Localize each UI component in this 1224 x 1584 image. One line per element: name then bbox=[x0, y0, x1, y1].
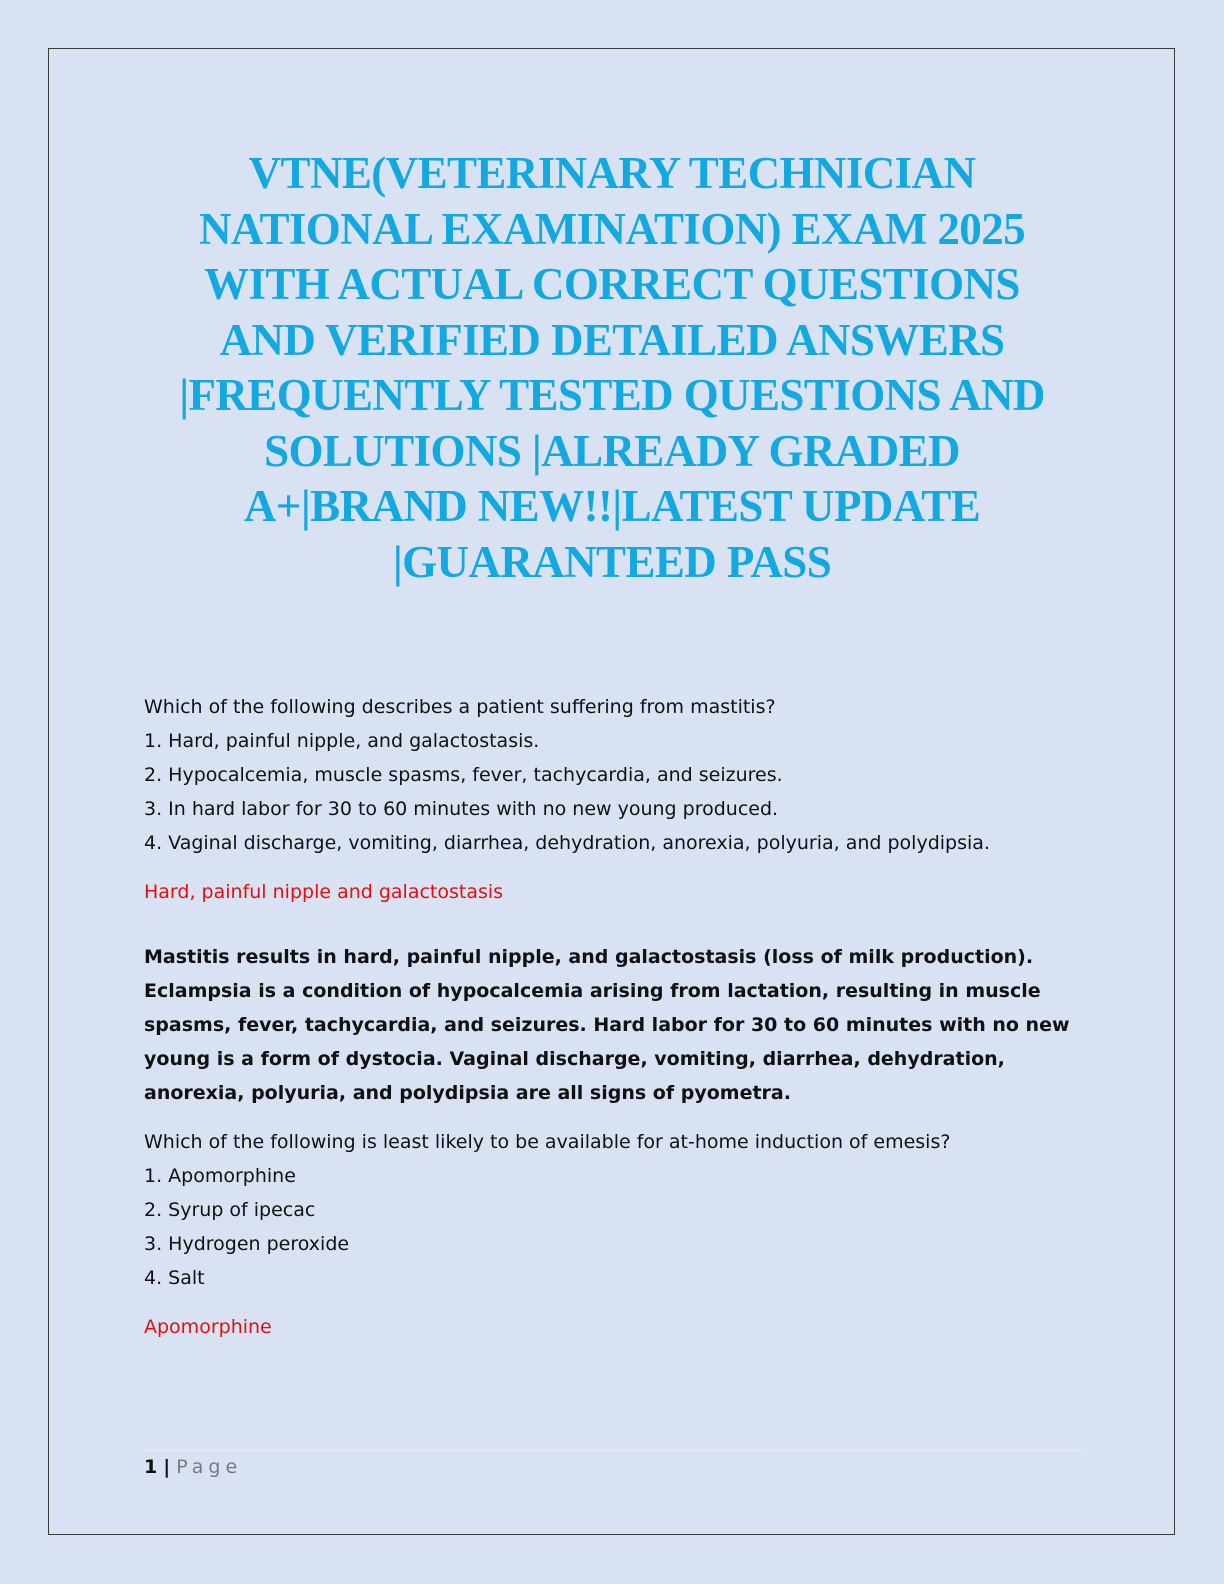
title-line: |GUARANTEED PASS bbox=[392, 536, 832, 587]
page-label: Page bbox=[176, 1456, 243, 1478]
title-line: VTNE(VETERINARY TECHNICIAN bbox=[248, 148, 976, 198]
title-line: SOLUTIONS |ALREADY GRADED bbox=[264, 425, 960, 476]
footer-separator: | bbox=[163, 1456, 171, 1478]
document-title bbox=[140, 146, 1084, 590]
question-2 bbox=[144, 1125, 1084, 1344]
title-line: WITH ACTUAL CORRECT QUESTIONS bbox=[204, 259, 1020, 309]
question-option: 4. Vaginal discharge, vomiting, diarrhea, dehydration, anorexia, polyuria, and polydipsia. bbox=[144, 832, 990, 854]
question-option: 2. Syrup of ipecac bbox=[144, 1199, 316, 1221]
document-body bbox=[144, 690, 1084, 1344]
title-line: A+|BRAND NEW!!|LATEST UPDATE bbox=[243, 481, 981, 531]
page-number: 1 bbox=[144, 1456, 158, 1478]
question-1 bbox=[144, 690, 1084, 1110]
question-option: 3. Hydrogen peroxide bbox=[144, 1233, 350, 1255]
correct-answer: Apomorphine bbox=[144, 1316, 272, 1338]
question-prompt: Which of the following describes a patient suffering from mastitis? bbox=[144, 696, 776, 718]
correct-answer: Hard, painful nipple and galactostasis bbox=[144, 881, 504, 903]
title-line: |FREQUENTLY TESTED QUESTIONS AND bbox=[179, 370, 1045, 420]
title-line: NATIONAL EXAMINATION) EXAM 2025 bbox=[198, 203, 1025, 254]
title-line: AND VERIFIED DETAILED ANSWERS bbox=[219, 314, 1005, 365]
question-option: 1. Hard, painful nipple, and galactostasis. bbox=[144, 730, 540, 752]
question-option: 1. Apomorphine bbox=[144, 1165, 296, 1187]
question-option: 2. Hypocalcemia, muscle spasms, fever, tachycardia, and seizures. bbox=[144, 764, 783, 786]
footer-divider bbox=[144, 1450, 1084, 1451]
question-prompt: Which of the following is least likely to be available for at-home induction of emesis? bbox=[144, 1131, 951, 1153]
question-option: 3. In hard labor for 30 to 60 minutes with no new young produced. bbox=[144, 798, 779, 820]
answer-explanation: Mastitis results in hard, painful nipple, and galactostasis (loss of milk production). Eclampsia is a condition of hypocalcemia arising from lactation, resulting in muscle spasms, fever, tachycardia, and seizures. Hard labor for 30 to 60 minutes with no new young is a form of dystocia. Vaginal discharge, vomiting, diarrhea, dehydration, anorexia, polyuria, and polydipsia are all signs of pyometra. bbox=[144, 946, 1070, 1104]
question-option: 4. Salt bbox=[144, 1267, 205, 1289]
page-footer bbox=[144, 1456, 242, 1478]
